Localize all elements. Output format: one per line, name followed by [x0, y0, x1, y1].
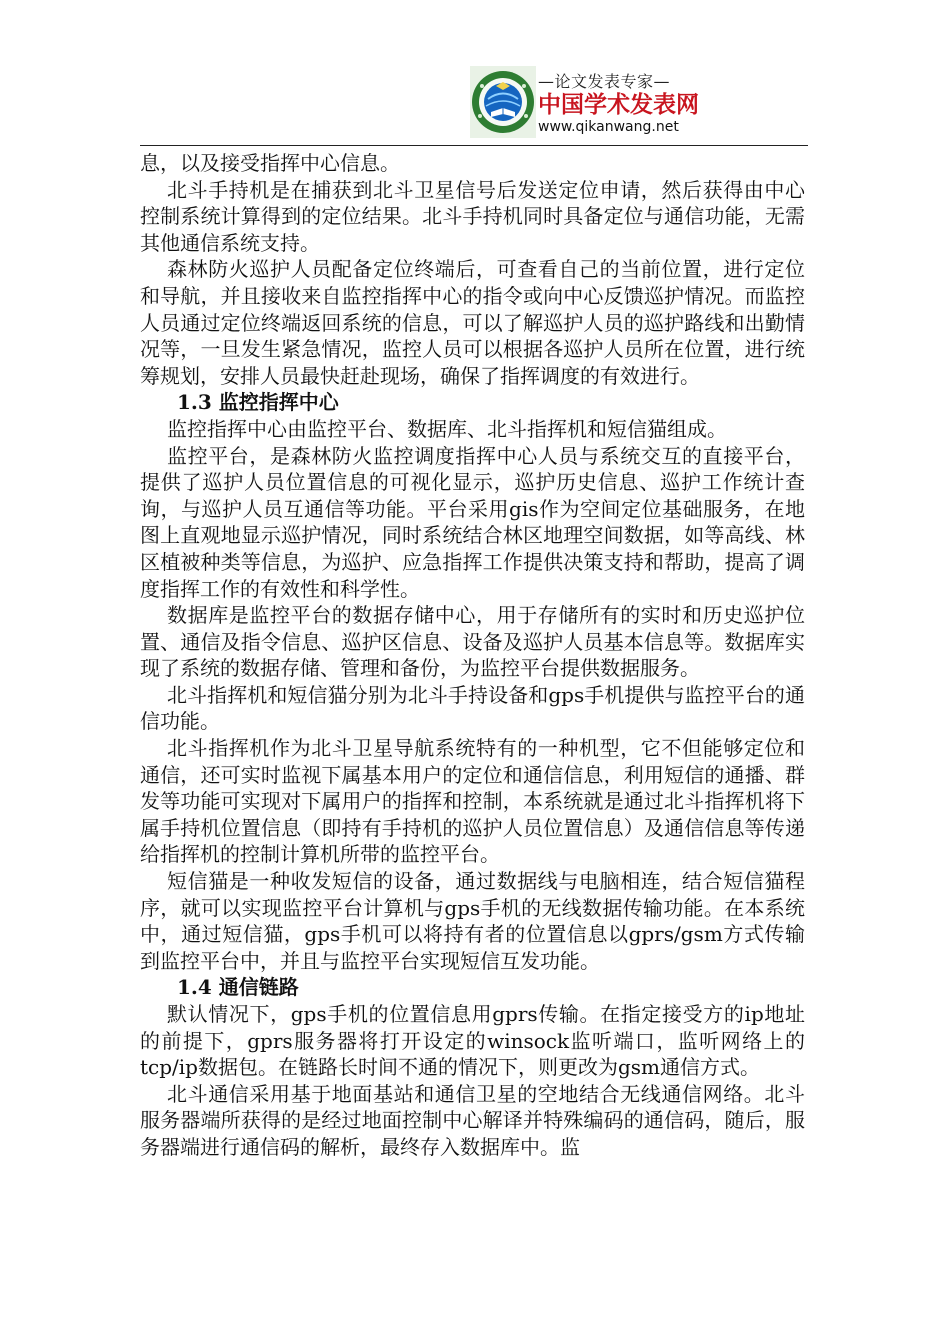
- body-paragraph: 北斗指挥机作为北斗卫星导航系统特有的一种机型，它不但能够定位和通信，还可实时监视下属基本用户的定位和通信信息，利用短信的通播、群发等功能可实现对下属用户的指挥和控制，本系统就是通过北斗指挥机将下属手持机位置信息（即持有手持机的巡护人员位置信息）及通信信息等传递给指挥机的控制计算机所带的监控平台。: [140, 736, 805, 867]
- logo-url: www.qikanwang.net: [538, 119, 679, 135]
- body-paragraph: 北斗通信采用基于地面基站和通信卫星的空地结合无线通信网络。北斗服务器端所获得的是经过地面控制中心解译并特殊编码的通信码，随后，服务器端进行通信码的解析，最终存入数据库中。监: [140, 1081, 805, 1159]
- body-paragraph: 森林防火巡护人员配备定位终端后，可查看自己的当前位置，进行定位和导航，并且接收来自监控指挥中心的指令或向中心反馈巡护情况。而监控人员通过定位终端返回系统的信息，可以了解巡护人员的巡护路线和出勤情况等，一旦发生紧急情况，监控人员可以根据各巡护人员所在位置，进行统筹规划，安排人员最快赶赴现场，确保了指挥调度的有效进行。: [140, 257, 805, 388]
- logo-slogan: —论文发表专家—: [538, 72, 671, 91]
- section-heading: 1.4 通信链路: [177, 975, 299, 1000]
- body-paragraph: 北斗指挥机和短信猫分别为北斗手持设备和gps手机提供与监控平台的通信功能。: [140, 682, 805, 734]
- page-header: [140, 66, 808, 146]
- section-heading: 1.3 监控指挥中心: [177, 390, 339, 415]
- article-body: [140, 150, 805, 1161]
- body-paragraph: 默认情况下，gps手机的位置信息用gprs传输。在指定接受方的ip地址的前提下，gprs服务器将打开设定的winsock监听端口，监听网络上的tcp/ip数据包。在链路长时间不通的情况下，则更改为gsm通信方式。: [140, 1002, 805, 1080]
- body-paragraph: 短信猫是一种收发短信的设备，通过数据线与电脑相连，结合短信猫程序，就可以实现监控平台计算机与gps手机的无线数据传输功能。在本系统中，通过短信猫，gps手机可以将持有者的位置信息以gprs/gsm方式传输到监控平台中，并且与监控平台实现短信互发功能。: [140, 869, 805, 973]
- site-logo[interactable]: [470, 66, 698, 138]
- body-paragraph: 息，以及接受指挥中心信息。: [140, 151, 400, 175]
- globe-book-emblem-icon: [470, 66, 536, 138]
- body-paragraph: 监控平台，是森林防火监控调度指挥中心人员与系统交互的直接平台，提供了巡护人员位置信息的可视化显示，巡护历史信息、巡护工作统计查询，与巡护人员互通信等功能。平台采用gis作为空间定位基础服务，在地图上直观地显示巡护情况，同时系统结合林区地理空间数据，如等高线、林区植被种类等信息，为巡护、应急指挥工作提供决策支持和帮助，提高了调度指挥工作的有效性和科学性。: [140, 443, 805, 601]
- logo-text: [538, 66, 698, 138]
- body-paragraph: 数据库是监控平台的数据存储中心，用于存储所有的实时和历史巡护位置、通信及指令信息、巡护区信息、设备及巡护人员基本信息等。数据库实现了系统的数据存储、管理和备份，为监控平台提供数据服务。: [140, 603, 805, 681]
- body-paragraph: 监控指挥中心由监控平台、数据库、北斗指挥机和短信猫组成。: [167, 416, 727, 441]
- body-paragraph: 北斗手持机是在捕获到北斗卫星信号后发送定位申请，然后获得由中心控制系统计算得到的定位结果。北斗手持机同时具备定位与通信功能，无需其他通信系统支持。: [140, 177, 805, 255]
- logo-site-name: 中国学术发表网: [538, 92, 699, 118]
